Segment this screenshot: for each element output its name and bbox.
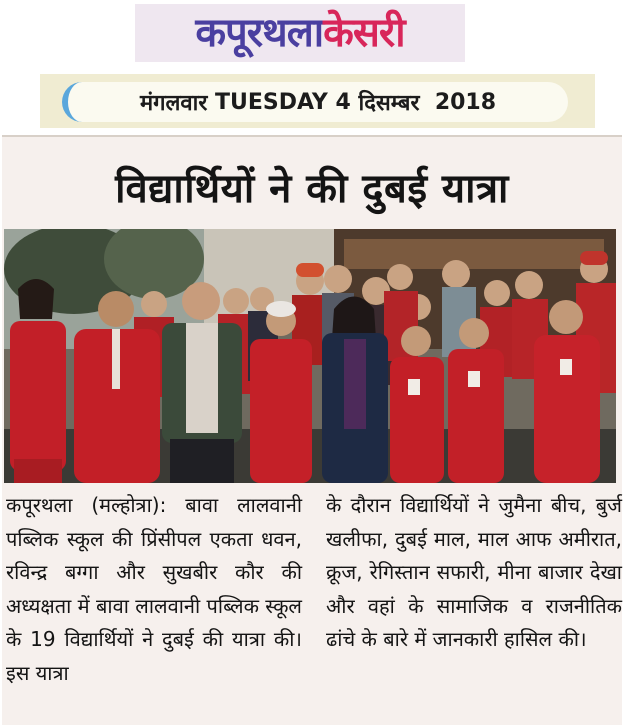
dateline-date: 4	[335, 89, 351, 115]
masthead-logo	[135, 4, 465, 62]
dateline-day-english: TUESDAY	[215, 89, 328, 115]
dateline-year: 2018	[434, 89, 497, 115]
group-photo	[4, 229, 616, 483]
article-column-1: कपूरथला (मल्होत्रा): बावा लालवानी पब्लिक स्कूल की प्रिंसीपल एकता धवन, रविन्द्र बग्गा और सुखबीर कौर की अध्यक्षता में बावा लालवानी पब्लिक स्कूल के 19 विद्यार्थियों ने दुबई की यात्रा की। इस यात्रा	[6, 493, 302, 685]
masthead-name	[195, 10, 405, 56]
news-clipping	[2, 135, 622, 725]
article-column-2: के दौरान विद्यार्थियों ने जुमैना बीच, बुर्ज खलीफा, दुबई माल, माल आफ अमीरात, क्रूज, रेगिस्तान सफारी, मीना बाजार देखा और वहां के सामाजिक व राजनीतिक ढांचे के बारे में जानकारी हासिल की।	[326, 493, 622, 651]
dateline-month: दिसम्बर	[358, 91, 420, 116]
headline: विद्यार्थियों ने की दुबई यात्रा	[115, 166, 509, 212]
dateline-day-hindi: मंगलवार	[139, 91, 208, 116]
masthead-name-part1: कपूरथला	[195, 10, 324, 56]
masthead-name-part2: केसरी	[323, 10, 405, 56]
dateline	[62, 82, 568, 122]
dateline-strip	[40, 74, 595, 128]
